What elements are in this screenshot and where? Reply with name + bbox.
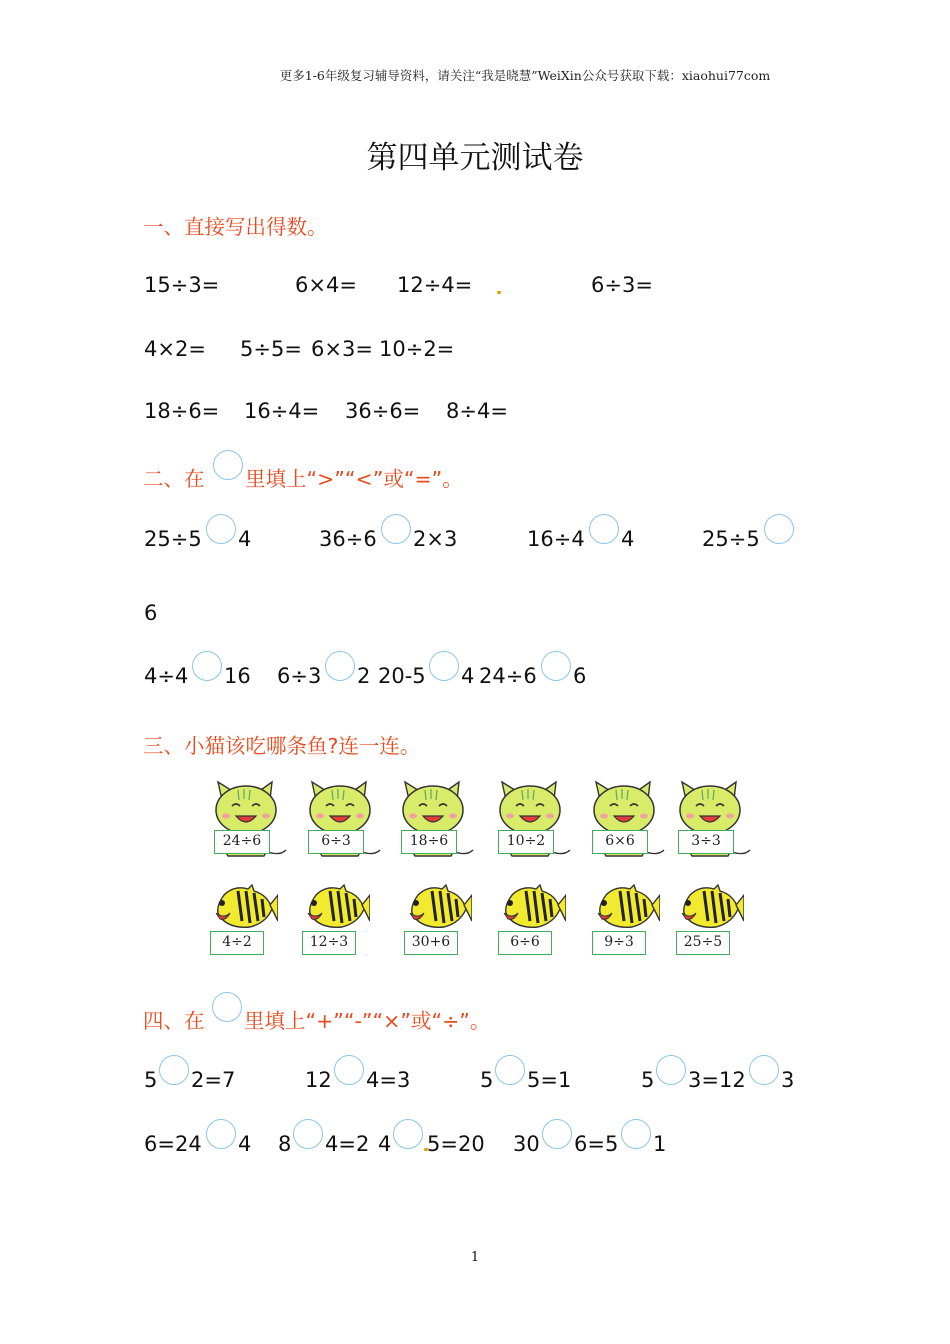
p1-r2-q3: 6×3= xyxy=(311,337,373,361)
cat-card[interactable] xyxy=(208,778,298,860)
p2-r2-q2-circle[interactable] xyxy=(325,651,355,681)
fish-card[interactable] xyxy=(590,883,680,950)
p1-r2-q4: 10÷2= xyxy=(379,337,455,361)
p2-r1-q3-circle[interactable] xyxy=(589,514,619,544)
p2-r1-q2-right: 2×3 xyxy=(413,527,458,551)
fish-icon xyxy=(208,883,278,935)
p4-r1-circle-4[interactable] xyxy=(656,1055,686,1085)
p4-r1-t3: 12 xyxy=(305,1068,332,1092)
p2-r2-q4-circle[interactable] xyxy=(541,651,571,681)
p4-r1-t1: 5 xyxy=(144,1068,158,1092)
cat-card[interactable] xyxy=(672,778,762,860)
section-4-heading-suffix: 里填上“+”“-”“×”或“÷”。 xyxy=(244,1009,491,1033)
heading-answer-circle-icon xyxy=(212,992,242,1022)
p2-r1-q2-left: 36÷6 xyxy=(319,527,377,551)
fish-card[interactable] xyxy=(208,883,298,950)
cat-label: 18÷6 xyxy=(401,830,457,854)
p1-r2-q2: 5÷5= xyxy=(240,337,302,361)
p4-r1-circle-3[interactable] xyxy=(495,1055,525,1085)
p1-r3-q3: 36÷6= xyxy=(345,399,421,423)
cat-label: 24÷6 xyxy=(214,830,270,854)
p1-r1-q4: 6÷3= xyxy=(591,273,653,297)
header-note: 更多1-6年级复习辅导资料，请关注“我是晓慧”WeiXin公众号获取下载：xiaohui77com xyxy=(279,68,771,83)
fish-label: 30+6 xyxy=(404,931,458,955)
p2-r1-q3-right: 4 xyxy=(621,527,635,551)
p2-r1-q4-circle[interactable] xyxy=(764,514,794,544)
p2-r1-q1-right: 4 xyxy=(238,527,252,551)
p4-r2-t2: 4 xyxy=(238,1132,252,1156)
p4-r2-t7: 30 xyxy=(513,1132,540,1156)
section-1-heading: 一、直接写出得数。 xyxy=(143,215,328,239)
p2-r2-q1-right: 16 xyxy=(224,664,251,688)
p4-r2-t9: 1 xyxy=(653,1132,667,1156)
p1-r1-q1: 15÷3= xyxy=(144,273,220,297)
p4-r2-t5: 4 xyxy=(378,1132,392,1156)
p4-r2-t6: 5=20 xyxy=(427,1132,485,1156)
p1-r3-q2: 16÷4= xyxy=(244,399,320,423)
cat-card[interactable] xyxy=(395,778,485,860)
section-4-heading-prefix: 四、在 xyxy=(143,1009,205,1033)
section-3-heading: 三、小猫该吃哪条鱼?连一连。 xyxy=(143,734,421,758)
p1-r3-q4: 8÷4= xyxy=(446,399,508,423)
page-number: 1 xyxy=(470,1250,480,1265)
p4-r1-t7: 5 xyxy=(641,1068,655,1092)
p2-r1-q3-left: 16÷4 xyxy=(527,527,585,551)
fish-card[interactable] xyxy=(300,883,390,950)
p4-r1-t8: 3=12 xyxy=(688,1068,746,1092)
p2-r2-q4-right: 6 xyxy=(573,664,587,688)
p2-r2-q1-left: 4÷4 xyxy=(144,664,189,688)
p4-r1-t2: 2=7 xyxy=(191,1068,236,1092)
heading-answer-circle-icon xyxy=(213,450,243,480)
fish-icon xyxy=(496,883,566,935)
section-2-heading-prefix: 二、在 xyxy=(143,467,205,491)
fish-card[interactable] xyxy=(402,883,492,950)
p4-r1-t4: 4=3 xyxy=(366,1068,411,1092)
fish-label: 6÷6 xyxy=(498,931,552,955)
p2-r2-q2-left: 6÷3 xyxy=(277,664,322,688)
fish-label: 25÷5 xyxy=(676,931,730,955)
p4-r1-circle-1[interactable] xyxy=(159,1055,189,1085)
p2-r2-q3-circle[interactable] xyxy=(429,651,459,681)
fish-card[interactable] xyxy=(496,883,586,950)
cat-card[interactable] xyxy=(302,778,392,860)
fish-card[interactable] xyxy=(674,883,764,950)
p2-r2-q2-right: 2 xyxy=(357,664,371,688)
p4-r1-t5: 5 xyxy=(480,1068,494,1092)
p4-r1-t9: 3 xyxy=(781,1068,795,1092)
fish-label: 9÷3 xyxy=(592,931,646,955)
p2-r1-q4-left: 25÷5 xyxy=(702,527,760,551)
stray-mark xyxy=(497,291,501,294)
p4-r1-t6: 5=1 xyxy=(527,1068,572,1092)
p2-r1-q2-circle[interactable] xyxy=(381,514,411,544)
fish-icon xyxy=(674,883,744,935)
p2-r2-q3-left: 20-5 xyxy=(378,664,426,688)
cat-label: 6×6 xyxy=(592,830,648,854)
page-title: 第四单元测试卷 xyxy=(366,140,584,176)
fish-label: 4÷2 xyxy=(210,931,264,955)
p2-r2-q4-left: 24÷6 xyxy=(479,664,537,688)
p4-r2-t3: 8 xyxy=(278,1132,292,1156)
p2-r1-q1-circle[interactable] xyxy=(206,514,236,544)
p1-r3-q1: 18÷6= xyxy=(144,399,220,423)
p4-r2-circle-1[interactable] xyxy=(206,1119,236,1149)
p1-r1-q2: 6×4= xyxy=(295,273,357,297)
fish-label: 12÷3 xyxy=(302,931,356,955)
fish-icon xyxy=(402,883,472,935)
p2-r1-q1-left: 25÷5 xyxy=(144,527,202,551)
cat-card[interactable] xyxy=(586,778,676,860)
cat-label: 6÷3 xyxy=(308,830,364,854)
p2-r2-q1-circle[interactable] xyxy=(192,651,222,681)
p4-r2-circle-4[interactable] xyxy=(542,1119,572,1149)
cat-label: 3÷3 xyxy=(678,830,734,854)
p4-r2-circle-2[interactable] xyxy=(293,1119,323,1149)
p4-r1-circle-5[interactable] xyxy=(749,1055,779,1085)
cat-card[interactable] xyxy=(492,778,582,860)
section-2-heading-suffix: 里填上“>”“<”或“=”。 xyxy=(245,467,463,491)
p4-r2-circle-5[interactable] xyxy=(621,1119,651,1149)
p1-r2-q1: 4×2= xyxy=(144,337,206,361)
p2-r2-q3-right: 4 xyxy=(461,664,475,688)
p4-r2-circle-3[interactable] xyxy=(393,1119,423,1149)
p2-r1-q4-right: 6 xyxy=(144,601,158,625)
fish-icon xyxy=(590,883,660,935)
fish-icon xyxy=(300,883,370,935)
p4-r1-circle-2[interactable] xyxy=(334,1055,364,1085)
p1-r1-q3: 12÷4= xyxy=(397,273,473,297)
p4-r2-t1: 6=24 xyxy=(144,1132,202,1156)
p4-r2-t4: 4=2 xyxy=(325,1132,370,1156)
p4-r2-t8: 6=5 xyxy=(574,1132,619,1156)
cat-label: 10÷2 xyxy=(498,830,554,854)
